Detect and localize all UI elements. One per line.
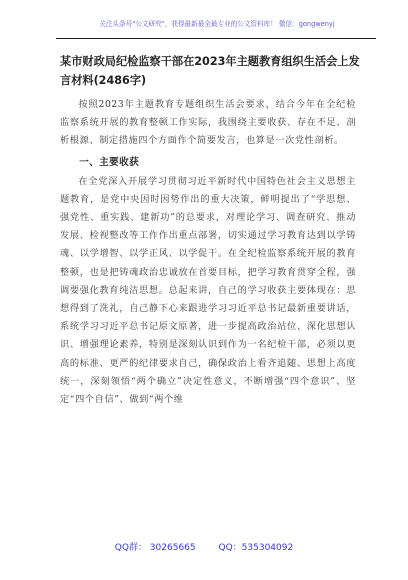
header-divider xyxy=(56,38,376,39)
section-paragraph: 在全党深入开展学习贯彻习近平新时代中国特色社会主义思想主题教育，是党中央因时因势作出的重大决策，鲜明提出了“学思想、强党性、重实践、建新功”的总要求，对理论学习、调查研究、推动发展、检视整改等工作作出重点部署，切实通过学习教育达到以学铸魂、以学增智、以学正风、以学促干。在全纪检监察系统开展的教育整顿，也是把铸魂政治忠诚放在首要目标，把学习教育贯穿全程，强调要强化教育纯洁思想。总起来讲，自己的学习收获主要体现在：思想得到了洗礼，自己静下心来跟进学习习近平总书记最新重要讲话，系统学习习近平总书记原文原著，进一步提高政治站位、深化思想认识、增强理论素养，特别是深刻认识到作为一名纪检干部，必须以更高的标准、更严的纪律要求自己，确保政治上看齐追随、思想上高度统一，深刻领悟“两个确立”决定性意义，不断增强“四个意识”、坚定“四个自信”、做到“两个维 xyxy=(60,175,356,406)
footer-contact xyxy=(0,540,408,553)
document-body xyxy=(60,96,356,409)
section-heading: 一、主要收获 xyxy=(79,156,140,168)
intro-paragraph: 按照2023年主题教育专题组织生活会要求，结合今年在全纪检监察系统开展的教育整顿工作实际，我围绕主要收获、存在不足、剖析根源、制定措施四个方面作个简要发言，也算是一次党性剖析。 xyxy=(60,99,356,147)
footer-qq: QQ：535304092 xyxy=(218,543,294,553)
header-banner: 关注头条号"公文研究"，获得最新最全最专业的公文资料库！ 微信：gongwenyj xyxy=(99,20,335,28)
document-title: 某市财政局纪检监察干部在2023年主题教育组织生活会上发言材料(2486字) xyxy=(60,55,360,87)
footer-qq-group: QQ群： 30265665 xyxy=(114,543,196,553)
